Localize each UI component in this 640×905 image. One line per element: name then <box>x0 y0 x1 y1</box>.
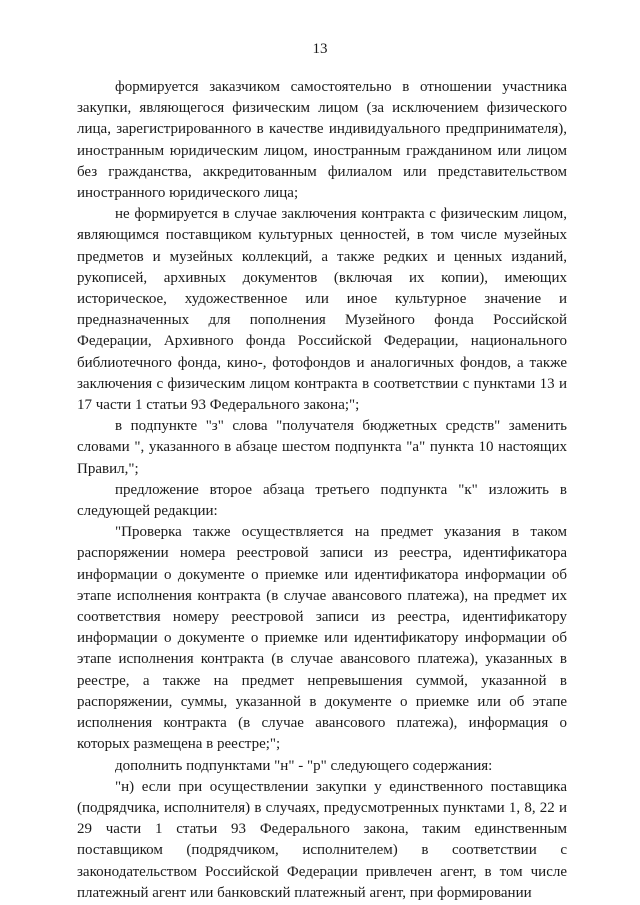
paragraph-subpoint-z-amendment: в подпункте "з" слова "получателя бюджетных средств" заменить словами ", указанного в абзаце шестом подпункта "а" пункта 10 настоящих Правил,"; <box>77 418 567 477</box>
paragraph-verification-text: "Проверка также осуществляется на предмет указания в таком распоряжении номера реестровой записи из реестра, идентификатора информации о документе о приемке или идентификатора информации об этапе исполнения контракта (в случае авансового платежа), на предмет их соответствия номеру реестровой записи из реестра, идентификатору информации о документе о приемке или идентификатору информации об этапе исполнения контракта (в случае авансового платежа), указанных в реестре, а также на предмет непревышения суммой, указанной в распоряжении, суммы, указанной в документе о приемке или об этапе исполнения контракта (в случае авансового платежа), информация о которых размещена в реестре;"; <box>77 524 567 753</box>
paragraph-cultural-values-clause: не формируется в случае заключения контракта с физическим лицом, являющимся поставщиком культурных ценностей, в том числе музейных предметов и музейных коллекций, а также редких и ценных изданий, рукописей, архивных документов (включая их копии), имеющих историческое, художественное или иное культурное значение и предназначенных для пополнения Музейного фонда Российской Федерации, Архивного фонда Российской Федерации, национального библиотечного фонда, кино-, фотофондов и аналогичных фондов, а также заключения с физическим лицом контракта в соответствии с пунктами 13 и 17 части 1 статьи 93 Федерального закона;"; <box>77 206 567 414</box>
document-body <box>77 77 567 904</box>
page-number: 13 <box>312 41 328 57</box>
paragraph-physical-person-clause: формируется заказчиком самостоятельно в отношении участника закупки, являющегося физическим лицом (за исключением физического лица, зарегистрированного в качестве индивидуального предпринимателя), иностранным юридическим лицом, иностранным гражданином или лицом без гражданства, аккредитованным филиалом или представительством иностранного юридического лица; <box>77 79 567 202</box>
paragraph-subpoint-n: "н) если при осуществлении закупки у единственного поставщика (подрядчика, исполнителя) в случаях, предусмотренных пунктами 1, 8, 22 и 29 части 1 статьи 93 Федерального закона, таким единственным поставщиком (подрядчиком, исполнителем) в соответствии с законодательством Российской Федерации привлечен агент, в том числе платежный агент или банковский платежный агент, при формировании <box>77 778 567 901</box>
paragraph-add-subpoints: дополнить подпунктами "н" - "р" следующего содержания: <box>115 757 493 774</box>
paragraph-subpoint-k-amendment: предложение второе абзаца третьего подпункта "к" изложить в следующей редакции: <box>77 481 567 520</box>
